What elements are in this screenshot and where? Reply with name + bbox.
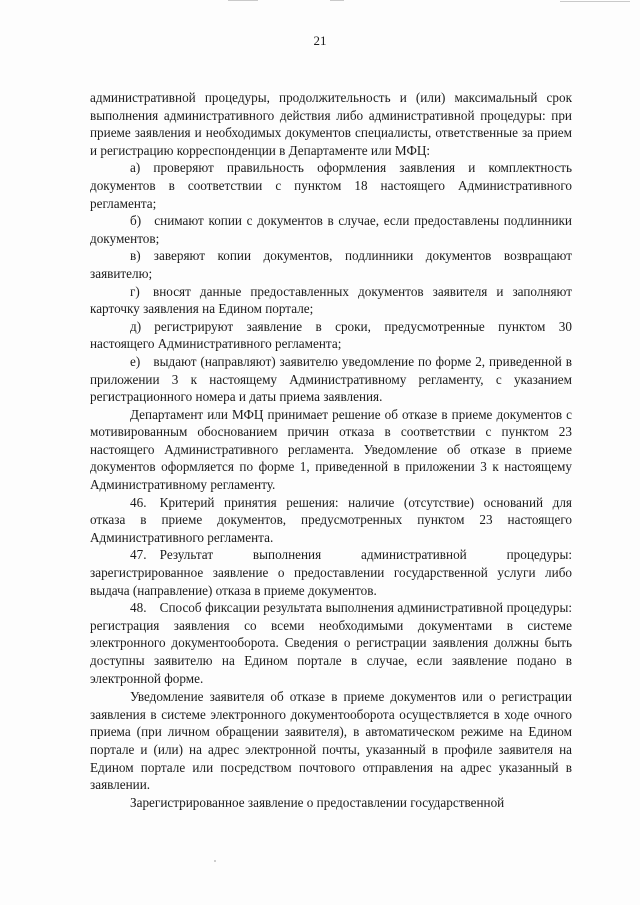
paragraph: Уведомление заявителя об отказе в приеме документов или о регистрации заявления в системе электронного документооборота осуществляется в ходе очного приема (при личном обращении заявителя), в автоматическом режиме на Едином портале и (или) на адрес электронной почты, указанный в профиле заявителя на Едином портале или посредством почтового отправления на адрес указанный в заявлении.	[90, 689, 572, 793]
list-item: д) регистрируют заявление в сроки, предусмотренные пунктом 30 настоящего Административного регламента;	[90, 318, 572, 352]
list-item: г) вносят данные предоставленных документов заявителя и заполняют карточку заявления на Едином портале;	[90, 283, 572, 317]
list-item: б) снимают копии с документов в случае, если предоставлены подлинники документов;	[90, 213, 572, 246]
scan-artifact	[228, 0, 258, 1]
clause-47: 47. Результат выполнения административной процедуры: зарегистрированное заявление о предоставлении государственной услуги либо выдача (направление) отказа в приеме документов.	[90, 547, 572, 598]
list-item: а) проверяют правильность оформления заявления и комплектность документов в соответствии с пунктом 18 настоящего Административного регламента;	[90, 160, 572, 211]
paragraph: Департамент или МФЦ принимает решение об отказе в приеме документов с мотивированным обоснованием причин отказа в соответствии с пунктом 23 настоящего Административного регламента. Уведомление об отказе в приеме документов оформляется по форме 1, приведенной в приложении 3 к настоящему Административному регламенту.	[90, 406, 572, 493]
clause-48: 48. Способ фиксации результата выполнения административной процедуры: регистрация заявления со всеми необходимыми документами в системе электронного документооборота. Сведения о регистрации заявления должны быть доступны заявителю на Едином портале в случае, если заявление подано в электронной форме.	[90, 600, 572, 686]
page-number: 21	[313, 33, 327, 48]
scan-artifact	[560, 1, 630, 2]
scan-artifact	[330, 0, 344, 1]
list-item: е) выдают (направляют) заявителю уведомление по форме 2, приведенной в приложении 3 к настоящему Административному регламенту, с указанием регистрационного номера и даты приема заявления.	[90, 353, 572, 405]
scan-artifact	[214, 860, 216, 862]
document-body	[90, 89, 572, 811]
paragraph: Зарегистрированное заявление о предоставлении государственной	[130, 794, 505, 810]
list-item: в) заверяют копии документов, подлинники документов возвращают заявителю;	[90, 248, 572, 281]
clause-46: 46. Критерий принятия решения: наличие (отсутствие) оснований для отказа в приеме документов, предусмотренных пунктом 23 настоящего Административного регламента.	[90, 494, 572, 545]
paragraph: административной процедуры, продолжительность и (или) максимальный срок выполнения административного действия либо административной процедуры: при приеме заявления и необходимых документов специалисты, ответственные за прием и регистрацию корреспонденции в Департаменте или МФЦ:	[90, 90, 572, 158]
